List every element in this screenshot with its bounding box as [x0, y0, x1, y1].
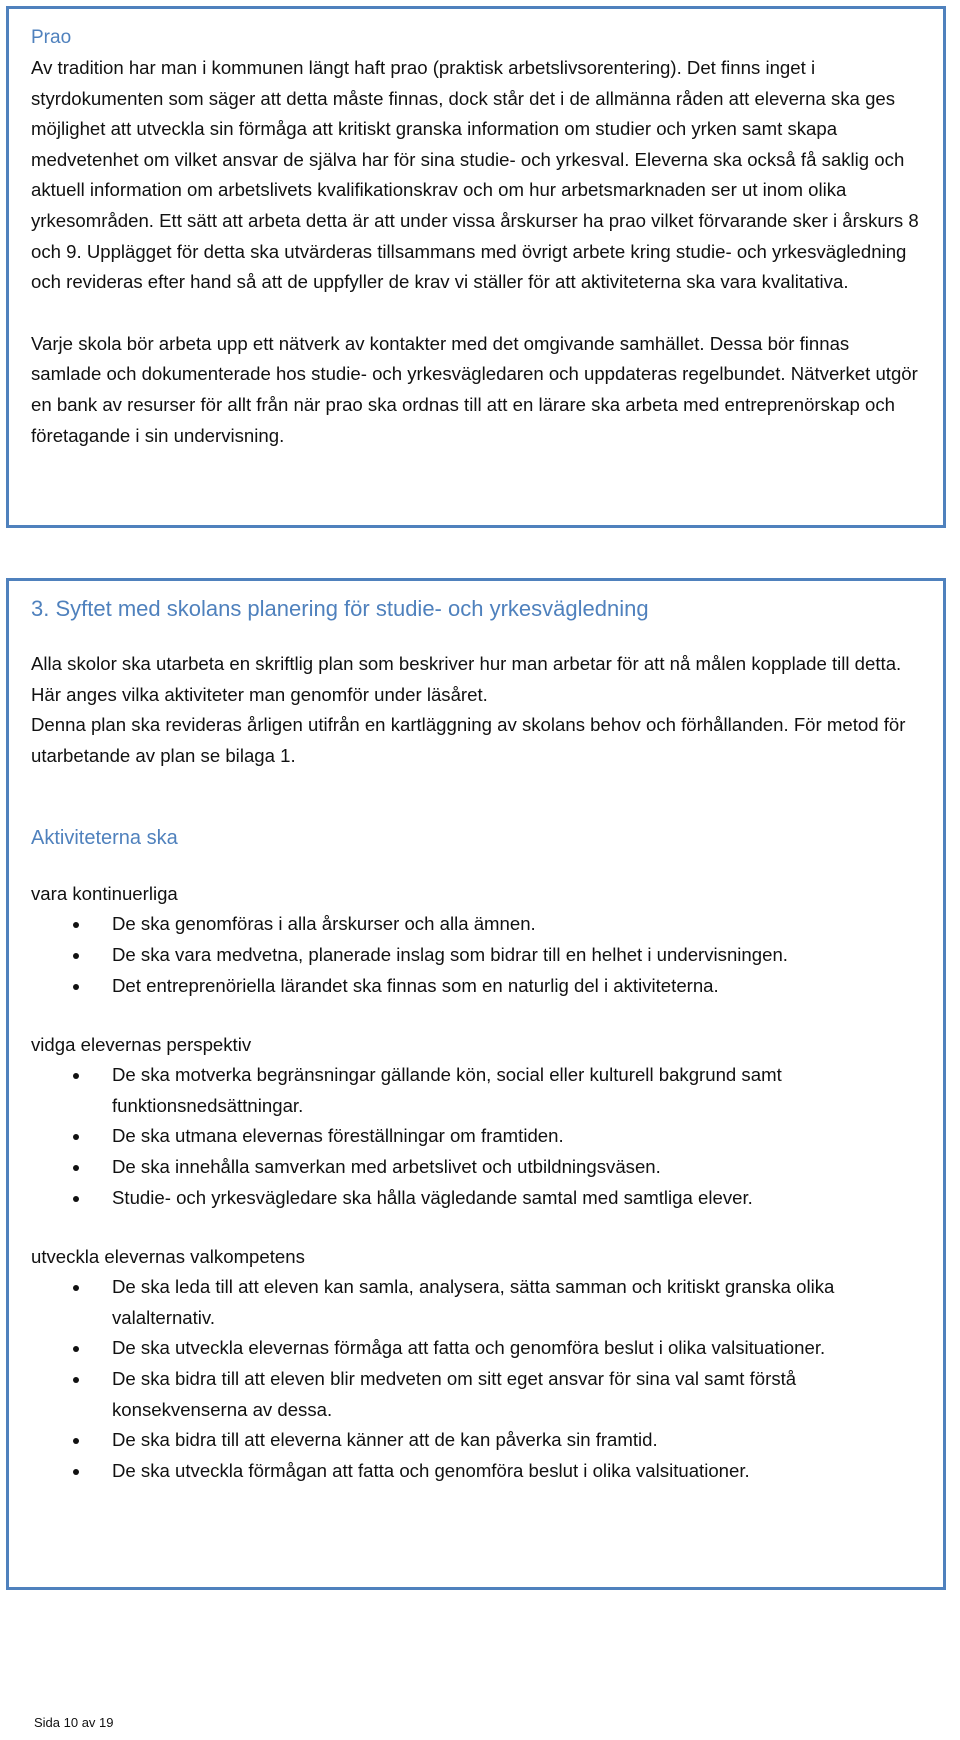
list-item: De ska bidra till att eleverna känner att de kan påverka sin framtid. [31, 1425, 921, 1456]
bullet-icon [73, 984, 79, 990]
bullet-icon [73, 1073, 79, 1079]
intro-paragraph-2: Denna plan ska revideras årligen utifrån en kartläggning av skolans behov och förhållanden. För metod för utarbetande av plan se bilaga 1. [31, 714, 906, 766]
section-title: 3. Syftet med skolans planering för studie- och yrkesvägledning [31, 596, 649, 621]
bullet-list-perspective [31, 1060, 921, 1213]
bullet-list-continuous [31, 909, 921, 1001]
list-item: De ska leda till att eleven kan samla, analysera, sätta samman och kritiskt granska olika valalternativ. [31, 1272, 921, 1333]
list-item: De ska innehålla samverkan med arbetslivet och utbildningsväsen. [31, 1152, 921, 1183]
list-item: De ska utveckla förmågan att fatta och genomföra beslut i olika valsituationer. [31, 1456, 921, 1487]
prao-paragraph-2: Varje skola bör arbeta upp ett nätverk av kontakter med det omgivande samhället. Dessa bör finnas samlade och dokumenterade hos studie- och yrkesvägledaren och uppdateras regelbundet. Nätverket utgör en bank av resurser för allt från när prao ska ordnas till att en lärare ska arbeta med entreprenörskap och företagande i sin undervisning. [31, 332, 918, 446]
bullet-icon [73, 1134, 79, 1140]
group-title-continuous: vara kontinuerliga [31, 883, 178, 905]
list-item: De ska genomföras i alla årskurser och alla ämnen. [31, 909, 921, 940]
intro-paragraph-1: Alla skolor ska utarbeta en skriftlig plan som beskriver hur man arbetar för att nå målen kopplade till detta. Här anges vilka aktiviteter man genomför under läsåret. [31, 653, 902, 705]
prao-heading: Prao [31, 27, 72, 48]
group-title-perspective: vidga elevernas perspektiv [31, 1034, 252, 1056]
group-title-competence: utveckla elevernas valkompetens [31, 1246, 305, 1268]
prao-paragraph-1: Av tradition har man i kommunen längt haft prao (praktisk arbetslivsorentering). Det finns inget i styrdokumenten som säger att detta måste finnas, dock står det i de allmänna råden att eleverna ska ges möjlighet att utveckla sin förmåga att kritiskt granska information om studier och yrken samt skapa medvetenhet om vilket ansvar de själva har för sina studie- och yrkesval. Eleverna ska också få saklig och aktuell information om arbetslivets kvalifikationskrav och om hur arbetsmarknaden ser ut inom olika yrkesområden. Ett sätt att arbeta detta är att under vissa årskurser ha prao vilket förvarande sker i årskurs 8 och 9. Upplägget för detta ska utvärderas tillsammans med övrigt arbete kring studie- och yrkesvägledning och revideras efter hand så att de uppfyller de krav vi ställer för att aktiviteterna ska vara kvalitativa. [31, 57, 919, 293]
bullet-icon [73, 922, 79, 928]
page-number: Sida 10 av 19 [34, 1715, 114, 1730]
list-item: De ska vara medvetna, planerade inslag som bidrar till en helhet i undervisningen. [31, 940, 921, 971]
list-item: De ska utmana elevernas föreställningar om framtiden. [31, 1121, 921, 1152]
bullet-icon [73, 1377, 79, 1383]
purpose-section-box [6, 578, 946, 1590]
list-item: De ska bidra till att eleven blir medveten om sitt eget ansvar för sina val samt förstå konsekvenserna av dessa. [31, 1364, 921, 1425]
list-item: Studie- och yrkesvägledare ska hålla vägledande samtal med samtliga elever. [31, 1183, 921, 1214]
bullet-icon [73, 1285, 79, 1291]
list-item: Det entreprenöriella lärandet ska finnas som en naturlig del i aktiviteterna. [31, 971, 921, 1002]
bullet-icon [73, 1438, 79, 1444]
bullet-icon [73, 1469, 79, 1475]
bullet-icon [73, 1196, 79, 1202]
bullet-icon [73, 1346, 79, 1352]
list-item: De ska utveckla elevernas förmåga att fatta och genomföra beslut i olika valsituationer. [31, 1333, 921, 1364]
bullet-icon [73, 953, 79, 959]
list-item: De ska motverka begränsningar gällande kön, social eller kulturell bakgrund samt funktionsnedsättningar. [31, 1060, 921, 1121]
bullet-list-competence [31, 1272, 921, 1486]
activities-heading: Aktiviteterna ska [31, 827, 178, 850]
bullet-icon [73, 1165, 79, 1171]
prao-section-box [6, 6, 946, 528]
